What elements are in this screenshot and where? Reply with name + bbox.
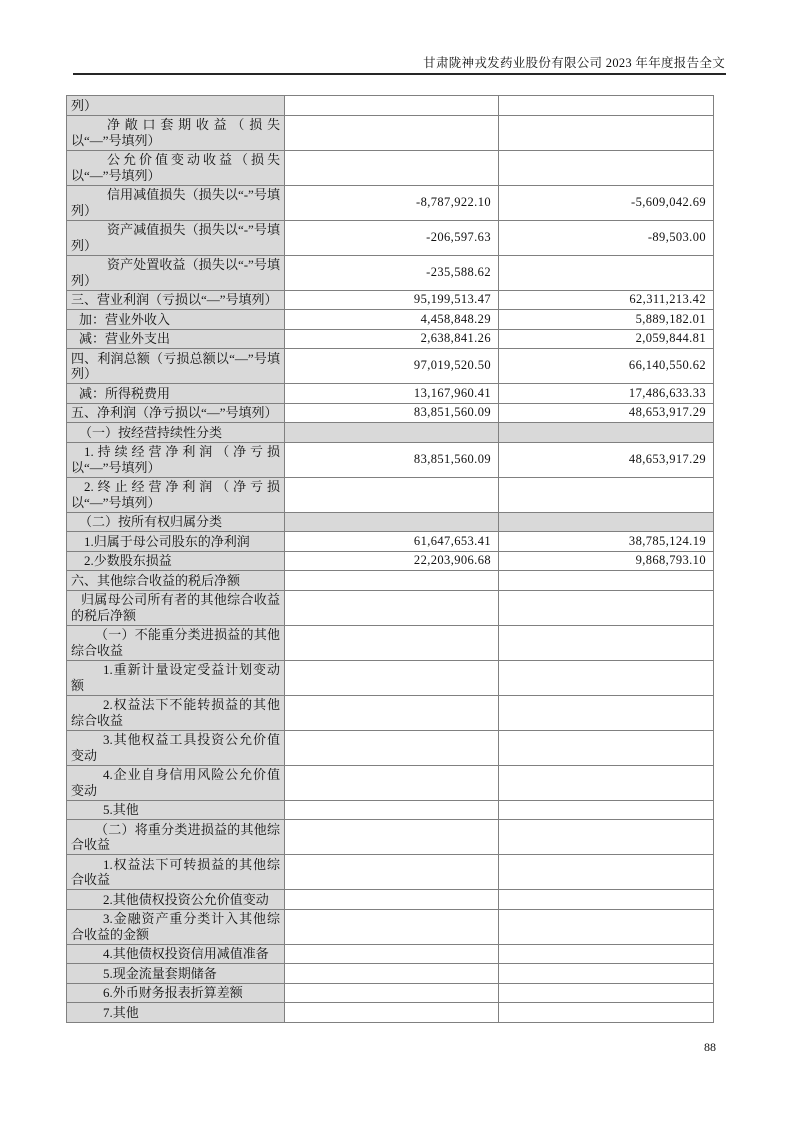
row-label-cell: 三、营业利润（亏损以“—”号填列） [67, 290, 285, 310]
current-period-value-cell: 13,167,960.41 [285, 384, 499, 404]
table-row [67, 890, 714, 910]
row-label-cell: 列） [67, 96, 285, 116]
table-row [67, 532, 714, 552]
row-label-cell: 2.其他债权投资公允价值变动 [67, 890, 285, 910]
current-period-value-cell [285, 625, 499, 660]
row-label-cell: （一）按经营持续性分类 [67, 423, 285, 443]
table-row [67, 820, 714, 855]
current-period-value-cell [285, 855, 499, 890]
table-row [67, 730, 714, 765]
row-label-cell: 2.权益法下不能转损益的其他综合收益 [67, 695, 285, 730]
current-period-value-cell [285, 983, 499, 1003]
current-period-value-cell [285, 96, 499, 116]
prior-period-value-cell [499, 855, 714, 890]
prior-period-value-cell [499, 800, 714, 820]
table-row [67, 442, 714, 477]
current-period-value-cell: 4,458,848.29 [285, 310, 499, 330]
row-label-cell: 资产减值损失（损失以“-”号填列） [67, 220, 285, 255]
current-period-value-cell: 61,647,653.41 [285, 532, 499, 552]
table-row [67, 384, 714, 404]
page-number: 88 [704, 1040, 716, 1054]
table-row [67, 96, 714, 116]
table-row [67, 800, 714, 820]
table-row [67, 551, 714, 571]
row-label-cell: 1.归属于母公司股东的净利润 [67, 532, 285, 552]
prior-period-value-cell: 62,311,213.42 [499, 290, 714, 310]
row-label-cell: （二）将重分类进损益的其他综合收益 [67, 820, 285, 855]
table-row [67, 220, 714, 255]
table-row [67, 944, 714, 964]
current-period-value-cell: -206,597.63 [285, 220, 499, 255]
prior-period-value-cell: -5,609,042.69 [499, 185, 714, 220]
current-period-value-cell: 97,019,520.50 [285, 349, 499, 384]
prior-period-value-cell: 17,486,633.33 [499, 384, 714, 404]
row-label-cell: （二）按所有权归属分类 [67, 512, 285, 532]
prior-period-value-cell: 66,140,550.62 [499, 349, 714, 384]
income-statement-table [66, 95, 714, 1023]
row-label-cell: 4.企业自身信用风险公允价值变动 [67, 765, 285, 800]
prior-period-value-cell [499, 983, 714, 1003]
prior-period-value-cell [499, 1003, 714, 1023]
table-row [67, 150, 714, 185]
row-label-cell: 信用减值损失（损失以“-”号填列） [67, 185, 285, 220]
row-label-cell: 7.其他 [67, 1003, 285, 1023]
table-row [67, 310, 714, 330]
report-header-title: 甘肃陇神戎发药业股份有限公司 2023 年年度报告全文 [423, 56, 725, 70]
prior-period-value-cell [499, 96, 714, 116]
current-period-value-cell [285, 695, 499, 730]
current-period-value-cell [285, 477, 499, 512]
table-row [67, 909, 714, 944]
row-label-cell: 五、净利润（净亏损以“—”号填列） [67, 403, 285, 423]
current-period-value-cell [285, 800, 499, 820]
prior-period-value-cell [499, 660, 714, 695]
prior-period-value-cell: 2,059,844.81 [499, 329, 714, 349]
current-period-value-cell [285, 730, 499, 765]
prior-period-value-cell [499, 115, 714, 150]
row-label-cell: 1.持续经营净利润（净亏损以“—”号填列） [67, 442, 285, 477]
table-row [67, 255, 714, 290]
prior-period-value-cell [499, 890, 714, 910]
row-label-cell: 减：营业外支出 [67, 329, 285, 349]
table-row [67, 349, 714, 384]
prior-period-value-cell [499, 695, 714, 730]
current-period-value-cell: -8,787,922.10 [285, 185, 499, 220]
row-label-cell: 6.外币财务报表折算差额 [67, 983, 285, 1003]
current-period-value-cell: 22,203,906.68 [285, 551, 499, 571]
table-row [67, 964, 714, 984]
row-label-cell: 四、利润总额（亏损总额以“—”号填列） [67, 349, 285, 384]
prior-period-value-cell [499, 571, 714, 591]
current-period-value-cell: 83,851,560.09 [285, 442, 499, 477]
table-row [67, 115, 714, 150]
prior-period-value-cell [499, 255, 714, 290]
row-label-cell: 2.终止经营净利润（净亏损以“—”号填列） [67, 477, 285, 512]
table-row [67, 290, 714, 310]
row-label-cell: 归属母公司所有者的其他综合收益的税后净额 [67, 590, 285, 625]
current-period-value-cell [285, 944, 499, 964]
prior-period-value-cell [499, 423, 714, 443]
current-period-value-cell: 2,638,841.26 [285, 329, 499, 349]
current-period-value-cell [285, 150, 499, 185]
table-row [67, 983, 714, 1003]
prior-period-value-cell: 9,868,793.10 [499, 551, 714, 571]
prior-period-value-cell: -89,503.00 [499, 220, 714, 255]
prior-period-value-cell [499, 625, 714, 660]
table-row [67, 765, 714, 800]
row-label-cell: （一）不能重分类进损益的其他综合收益 [67, 625, 285, 660]
current-period-value-cell [285, 909, 499, 944]
row-label-cell: 加：营业外收入 [67, 310, 285, 330]
prior-period-value-cell [499, 964, 714, 984]
prior-period-value-cell [499, 512, 714, 532]
current-period-value-cell [285, 423, 499, 443]
row-label-cell: 1.重新计量设定受益计划变动额 [67, 660, 285, 695]
current-period-value-cell [285, 964, 499, 984]
prior-period-value-cell: 48,653,917.29 [499, 442, 714, 477]
prior-period-value-cell [499, 820, 714, 855]
table-row [67, 403, 714, 423]
row-label-cell: 3.其他权益工具投资公允价值变动 [67, 730, 285, 765]
prior-period-value-cell [499, 909, 714, 944]
income-statement-rows [67, 96, 714, 1023]
current-period-value-cell [285, 590, 499, 625]
row-label-cell: 减：所得税费用 [67, 384, 285, 404]
row-label-cell: 3.金融资产重分类计入其他综合收益的金额 [67, 909, 285, 944]
table-row [67, 571, 714, 591]
prior-period-value-cell [499, 944, 714, 964]
current-period-value-cell [285, 765, 499, 800]
prior-period-value-cell [499, 477, 714, 512]
row-label-cell: 净敞口套期收益（损失以“—”号填列） [67, 115, 285, 150]
row-label-cell: 六、其他综合收益的税后净额 [67, 571, 285, 591]
current-period-value-cell: 83,851,560.09 [285, 403, 499, 423]
row-label-cell: 公允价值变动收益（损失以“—”号填列） [67, 150, 285, 185]
table-row [67, 590, 714, 625]
current-period-value-cell: 95,199,513.47 [285, 290, 499, 310]
prior-period-value-cell: 5,889,182.01 [499, 310, 714, 330]
table-row [67, 477, 714, 512]
current-period-value-cell [285, 820, 499, 855]
row-label-cell: 5.现金流量套期储备 [67, 964, 285, 984]
current-period-value-cell [285, 115, 499, 150]
current-period-value-cell [285, 512, 499, 532]
table-row [67, 512, 714, 532]
table-row [67, 695, 714, 730]
prior-period-value-cell [499, 765, 714, 800]
table-row [67, 1003, 714, 1023]
current-period-value-cell: -235,588.62 [285, 255, 499, 290]
table-row [67, 855, 714, 890]
row-label-cell: 1.权益法下可转损益的其他综合收益 [67, 855, 285, 890]
row-label-cell: 2.少数股东损益 [67, 551, 285, 571]
prior-period-value-cell [499, 150, 714, 185]
current-period-value-cell [285, 890, 499, 910]
table-row [67, 329, 714, 349]
current-period-value-cell [285, 660, 499, 695]
table-row [67, 625, 714, 660]
current-period-value-cell [285, 571, 499, 591]
row-label-cell: 4.其他债权投资信用减值准备 [67, 944, 285, 964]
row-label-cell: 资产处置收益（损失以“-”号填列） [67, 255, 285, 290]
table-row [67, 423, 714, 443]
prior-period-value-cell: 48,653,917.29 [499, 403, 714, 423]
prior-period-value-cell: 38,785,124.19 [499, 532, 714, 552]
table-row [67, 185, 714, 220]
prior-period-value-cell [499, 590, 714, 625]
header-divider [73, 73, 726, 75]
row-label-cell: 5.其他 [67, 800, 285, 820]
current-period-value-cell [285, 1003, 499, 1023]
prior-period-value-cell [499, 730, 714, 765]
table-row [67, 660, 714, 695]
